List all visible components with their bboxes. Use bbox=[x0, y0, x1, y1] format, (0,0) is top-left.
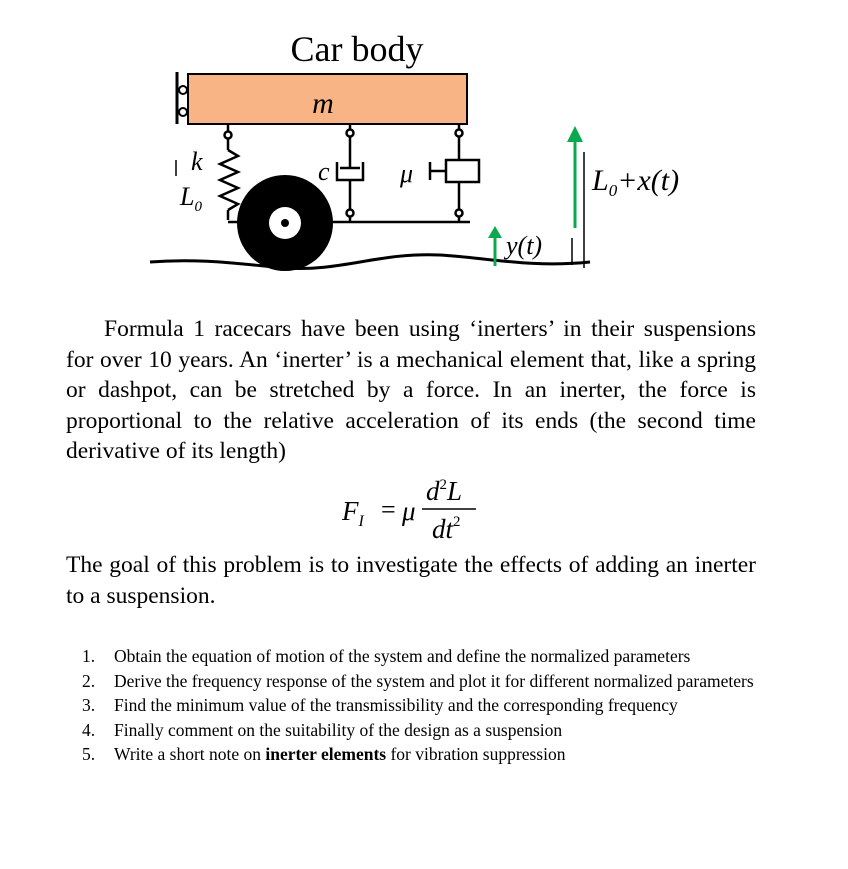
formula-coef: μ bbox=[402, 496, 416, 526]
list-item: 5. Write a short note on inerter elements for vibration suppression bbox=[82, 744, 566, 764]
body-displacement-arrow bbox=[567, 126, 583, 228]
suspension-diagram bbox=[0, 0, 848, 300]
body-displacement-label: $L_0+x(t)$ bbox=[592, 164, 680, 200]
formula-equals: = bbox=[381, 495, 396, 524]
damper-label: c bbox=[318, 157, 330, 186]
base-displacement-label: y(t) bbox=[506, 231, 543, 260]
spring-label: k bbox=[191, 147, 203, 176]
intro-paragraph: Formula 1 racecars have been using ‘inerters’ in their suspensions for over 10 years. An ‘inerter’ is a mechanical element that, like a spring or dashpot, can be stretched by a force. In an inerter, the force is proportional to the relative acceleration of its ends (the second time derivative of its length) bbox=[66, 316, 756, 464]
inerter-label: μ bbox=[400, 159, 414, 188]
list-item: 3. Find the minimum value of the transmissibility and the corresponding frequency bbox=[82, 695, 678, 715]
formula-numerator: $d^2L$ bbox=[426, 476, 463, 506]
spring-element bbox=[220, 124, 238, 220]
list-item: 2. Derive the frequency response of the system and plot it for different normalized parameters bbox=[82, 670, 754, 691]
task-list bbox=[82, 644, 782, 767]
list-item: 1. Obtain the equation of motion of the system and define the normalized parameters bbox=[82, 646, 691, 666]
inerter-formula bbox=[340, 476, 540, 548]
diagram-title: Car body bbox=[290, 29, 424, 69]
goal-paragraph: The goal of this problem is to investigate the effects of adding an inerter to a suspension. bbox=[66, 552, 756, 609]
side-guide bbox=[177, 72, 187, 124]
tire-icon bbox=[237, 175, 333, 271]
formula-lhs: $F_I$ bbox=[342, 496, 364, 530]
spring-length-label: $L_0$ bbox=[180, 182, 202, 215]
mass-label: m bbox=[312, 87, 334, 120]
formula-denominator: $dt^2$ bbox=[432, 514, 461, 544]
damper-element bbox=[337, 124, 363, 222]
list-item: 4. Finally comment on the suitability of the design as a suspension bbox=[82, 719, 563, 740]
inerter-element bbox=[430, 124, 479, 222]
